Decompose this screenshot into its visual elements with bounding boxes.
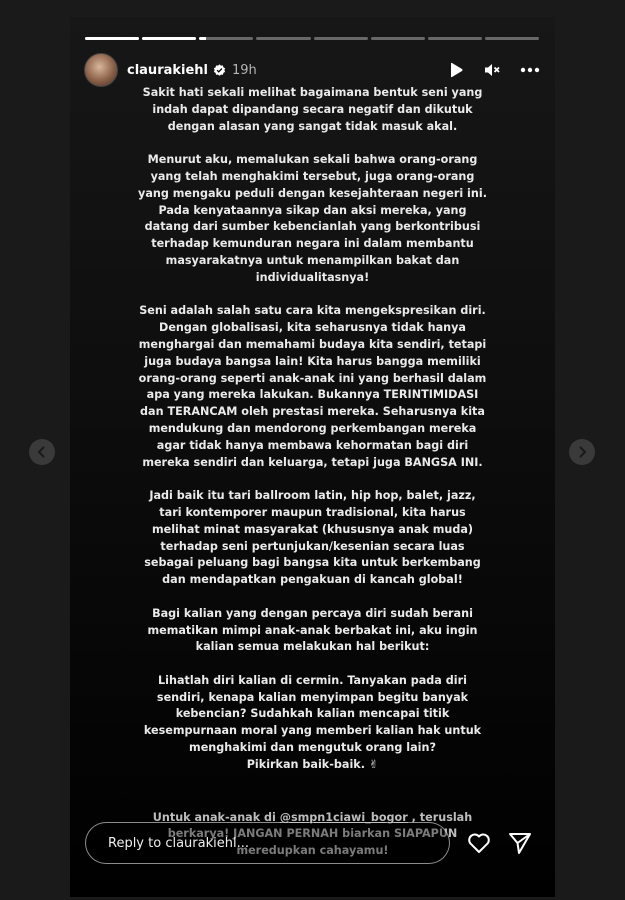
progress-segment bbox=[485, 37, 539, 40]
story-controls bbox=[447, 61, 541, 79]
mention-link[interactable]: @smpn1ciawi_bogor bbox=[279, 810, 408, 824]
next-story-button[interactable] bbox=[569, 439, 595, 465]
progress-segment bbox=[371, 37, 425, 40]
progress-segment-fill bbox=[199, 37, 205, 40]
username[interactable]: claurakiehl bbox=[127, 62, 209, 78]
reply-input[interactable] bbox=[106, 835, 430, 852]
more-options-icon[interactable] bbox=[519, 61, 541, 79]
progress-segment-fill bbox=[142, 37, 196, 40]
caption-paragraph: Jadi baik itu tari ballroom latin, hip hop, balet, jazz, tari kontemporer maupun tradisional, kita harus melihat minat masyarakat (khususnya anak muda) terhadap seni pertunjukan/kesenian secara luas sebagai peluang bagi bangsa kita untuk berkembang dan mendapatkan pengakuan di kancah global! bbox=[144, 489, 481, 587]
progress-segment bbox=[256, 37, 310, 40]
avatar[interactable] bbox=[84, 53, 118, 87]
caption-paragraph: Menurut aku, memalukan sekali bahwa orang-orang yang telah menghakimi tersebut, juga orang-orang yang mengaku peduli dengan kesejahteraan negeri ini. Pada kenyataannya sikap dan aksi mereka, yang datang dari sumber kebencianlah yang berkontribusi terhadap kemunduran negara ini dalam membantu masyarakatnya untuk menampilkan bakat dan individualitasnya! bbox=[138, 153, 487, 284]
caption-paragraph: Bagi kalian yang dengan percaya diri sudah berani mematikan mimpi anak-anak berbakat ini, aku ingin kalian semua melakukan hal berikut: bbox=[147, 606, 478, 654]
caption-paragraph: Sakit hati sekali melihat bagaimana bentuk seni yang indah dapat dipandang secara negatif dan dikutuk dengan alasan yang sangat tidak masuk akal. bbox=[142, 86, 483, 133]
muted-speaker-icon[interactable] bbox=[483, 61, 501, 79]
heart-icon[interactable] bbox=[466, 830, 492, 856]
caption-text: Untuk anak-anak di bbox=[152, 810, 280, 824]
progress-segment-fill bbox=[85, 37, 139, 40]
story-header bbox=[84, 54, 541, 86]
play-icon[interactable] bbox=[447, 61, 465, 79]
progress-segment bbox=[199, 37, 253, 40]
progress-segment bbox=[142, 37, 196, 40]
story-timestamp: 19h bbox=[232, 62, 257, 78]
progress-segment bbox=[428, 37, 482, 40]
reply-bar[interactable] bbox=[85, 822, 450, 864]
story-caption bbox=[115, 85, 510, 877]
chevron-left-icon bbox=[36, 446, 48, 458]
story-progress-bar bbox=[85, 37, 539, 40]
caption-paragraph: Lihatlah diri kalian di cermin. Tanyakan pada diri sendiri, kenapa kalian menyimpan begitu banyak kebencian? Sudahkah kalian mencapai titik kesempurnaan moral yang memberi kalian hak untuk menghakimi dan mengutuk orang lain? Pikirkan baik-baik. ✌ bbox=[143, 673, 482, 771]
chevron-right-icon bbox=[576, 446, 588, 458]
previous-story-button[interactable] bbox=[29, 439, 55, 465]
progress-segment bbox=[314, 37, 368, 40]
story-viewer bbox=[70, 17, 555, 897]
verified-badge-icon bbox=[213, 64, 226, 77]
send-icon[interactable] bbox=[507, 830, 533, 856]
progress-segment bbox=[85, 37, 139, 40]
caption-paragraph: Seni adalah salah satu cara kita mengekspresikan diri. Dengan globalisasi, kita seharusnya tidak hanya menghargai dan memahami budaya kita sendiri, tetapi juga budaya bangsa lain! Kita harus bangga memiliki orang-orang seperti anak-anak ini yang berhasil dalam apa yang mereka lakukan. Bukannya TERINTIMIDASI dan TERANCAM oleh prestasi mereka. Seharusnya kita mendukung dan mendorong perkembangan mereka agar tidak hanya membawa kehormatan bagi diri mereka sendiri dan keluarga, tetapi juga BANGSA INI. bbox=[138, 304, 487, 469]
caption-text: , teruslah berkarya! JANGAN PERNAH biarkan SIAPAPUN meredupkan cahayamu! bbox=[167, 810, 473, 858]
